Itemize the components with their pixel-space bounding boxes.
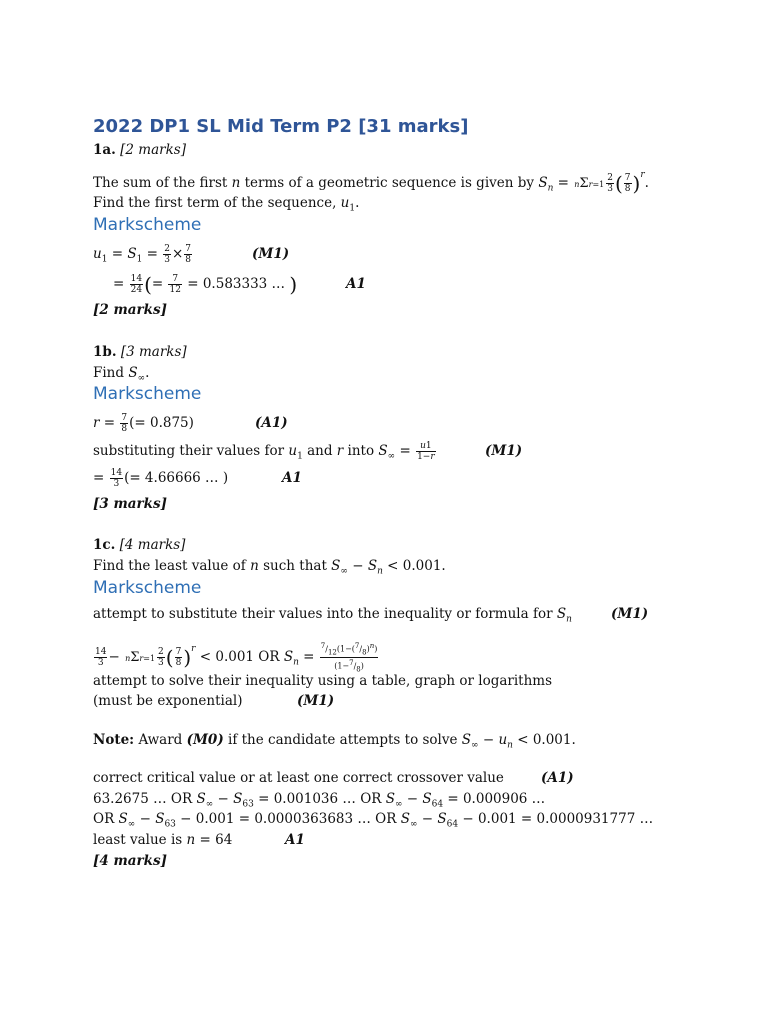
question-1c-find: Find the least value of n such that $S_\infty - S_n < 0.001$.: [93, 558, 446, 577]
marks-total: [4 marks]: [93, 853, 167, 869]
mark-code: (A1): [541, 770, 574, 786]
text: least value is: [93, 832, 187, 848]
markscheme-line: attempt to substitute their values into the inequality or formula for $S_n$: [93, 606, 572, 625]
markscheme-heading: Markscheme: [93, 215, 202, 235]
text: = 0.000906 …: [443, 791, 546, 807]
mark-code: (M1): [252, 246, 290, 262]
marks-total: [3 marks]: [93, 496, 167, 512]
text: if the candidate attempts to solve: [223, 732, 462, 748]
question-marks: [3 marks]: [120, 344, 187, 360]
text: Find the least value of: [93, 558, 251, 574]
markscheme-heading: Markscheme: [93, 384, 202, 404]
value: (= 4.66666 … ): [124, 470, 229, 486]
text: into: [343, 443, 379, 459]
markscheme-line: attempt to solve their inequality using a table, graph or logarithms: [93, 673, 553, 689]
question-label: 1c.: [93, 537, 116, 553]
marks-total: [2 marks]: [93, 302, 167, 318]
text: 63.2675 … OR: [93, 791, 197, 807]
text: The sum of the first: [93, 175, 232, 191]
markscheme-line: 63.2675 … OR $S_\infty - S_{63} = 0.001036$ … OR $S_\infty - S_{64} = 0.000906$ …: [93, 791, 546, 810]
markscheme-line: substituting their values for $u_1$ and r into $S_\infty$ = $\frac{u1}{1-r}$: [93, 441, 435, 462]
question-label: 1a.: [93, 142, 116, 158]
text: < 0.001 OR: [199, 649, 284, 665]
markscheme-line: = $\frac{14}{3}$ (= 4.66666 … ): [93, 468, 229, 489]
text: attempt to substitute their values into the inequality or formula for: [93, 606, 557, 622]
question-1a-text: The sum of the first n terms of a geometric sequence is given by $S_n = n\Sigma r=1$ $\frac{2}{3}$ ( $\frac{7}{8}$ )$^r$.: [93, 170, 649, 196]
text: Find: [93, 365, 129, 381]
question-1a-header: [93, 141, 186, 159]
question-1b-header: [93, 343, 187, 361]
text: Find the first term of the sequence,: [93, 195, 341, 211]
mark-code: A1: [285, 832, 305, 848]
text: OR: [93, 811, 119, 827]
sigma-symbol: nΣr=1: [574, 175, 605, 191]
markscheme-inequality: $\frac{14}{3}$ − nΣr=1 $\frac{2}{3}$ ( $\frac{7}{8}$ )$^r$ < 0.001 OR $S_n$ = $\frac{^7/_{12}(1-(^7/_8)^n)}{(1-^7/_8)}$: [95, 641, 378, 674]
text: − 0.001 = 0.0000931777 …: [458, 811, 654, 827]
text: = 0.001036 … OR: [253, 791, 386, 807]
text: and: [302, 443, 337, 459]
mark-code: (A1): [255, 415, 288, 431]
sigma-symbol: nΣr=1: [125, 649, 156, 665]
text: Award: [134, 732, 187, 748]
note-label: Note:: [93, 732, 135, 748]
mark-code: (M1): [611, 606, 649, 622]
markscheme-line: $u_1 = S_1$ = $\frac{2}{3}$ × $\frac{7}{8}$: [93, 244, 192, 265]
mark-code: (M0): [186, 732, 224, 748]
text: < 0.001.: [512, 732, 576, 748]
note: Note: Award (M0) if the candidate attempts to solve $S_\infty - u_n < 0.001$.: [93, 732, 576, 751]
markscheme-line: OR $S_\infty - S_{63} - 0.001 = 0.0000363683$ … OR $S_\infty - S_{64} - 0.001 = 0.0000931777$ …: [93, 811, 654, 830]
mark-code: (M1): [485, 443, 523, 459]
question-marks: [4 marks]: [119, 537, 186, 553]
value: 0.583333 …: [202, 276, 286, 292]
markscheme-line: (must be exponential): [93, 693, 243, 709]
markscheme-heading: Markscheme: [93, 578, 202, 598]
mark-code: A1: [282, 470, 302, 486]
text: < 0.001.: [382, 558, 446, 574]
question-1a-find: Find the first term of the sequence, $u_1$.: [93, 195, 360, 214]
text: = 64: [195, 832, 233, 848]
question-label: 1b.: [93, 344, 117, 360]
mark-code: (M1): [297, 693, 335, 709]
markscheme-line: least value is n = 64: [93, 832, 233, 848]
text: such that: [258, 558, 332, 574]
question-marks: [2 marks]: [120, 142, 186, 158]
question-1c-header: [93, 536, 185, 554]
text: substituting their values for: [93, 443, 289, 459]
markscheme-line: = $\frac{14}{24}$ (= $\frac{7}{12}$ = 0.583333 … ): [113, 272, 298, 297]
text: − 0.001 = 0.0000363683 … OR: [175, 811, 401, 827]
page-title: 2022 DP1 SL Mid Term P2 [31 marks]: [93, 116, 469, 137]
question-1b-find: Find $S_\infty$.: [93, 365, 150, 384]
value: (= 0.875): [129, 415, 194, 431]
markscheme-line: correct critical value or at least one correct crossover value: [93, 770, 504, 786]
markscheme-line: r = $\frac{7}{8}$ (= 0.875): [93, 413, 194, 434]
text: terms of a geometric sequence is given by: [240, 175, 539, 191]
mark-code: A1: [346, 276, 366, 292]
